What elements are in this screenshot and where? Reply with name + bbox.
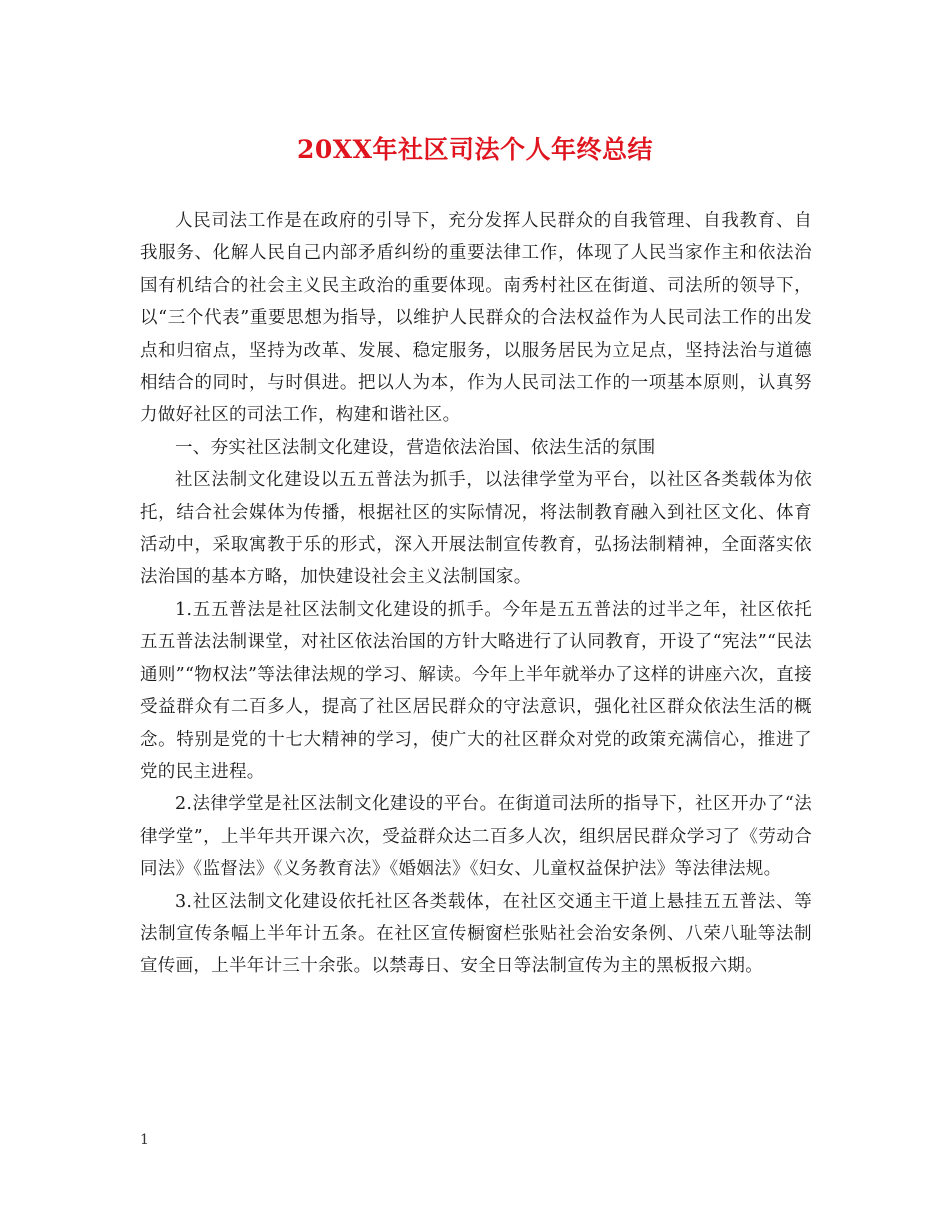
document-title: 20XX年社区司法个人年终总结 bbox=[296, 135, 654, 164]
section-heading-1: 一、夯实社区法制文化建设，营造依法治国、依法生活的氛围 bbox=[175, 437, 656, 458]
page-number: 1 bbox=[140, 1132, 149, 1148]
paragraph-section-1: 社区法制文化建设以五五普法为抓手，以法律学堂为平台，以社区各类载体为依托，结合社会媒体为传播，根据社区的实际情况，将法制教育融入到社区文化、体育活动中，采取寓教于乐的形式，深入开展法制宣传教育，弘扬法制精神，全面落实依法治国的基本方略，加快建设社会主义法制国家。 bbox=[140, 470, 812, 588]
paragraph-item-2: 2.法律学堂是社区法制文化建设的平台。在街道司法所的指导下，社区开办了“法律学堂”，上半年共开课六次，受益群众达二百多人次，组织居民群众学习了《劳动合同法》《监督法》《义务教育法》《婚姻法》《妇女、儿童权益保护法》等法律法规。 bbox=[140, 794, 812, 880]
paragraph-intro: 人民司法工作是在政府的引导下，充分发挥人民群众的自我管理、自我教育、自我服务、化解人民自己内部矛盾纠纷的重要法律工作，体现了人民当家作主和依法治国有机结合的社会主义民主政治的重要体现。南秀村社区在街道、司法所的领导下，以“三个代表”重要思想为指导，以维护人民群众的合法权益作为人民司法工作的出发点和归宿点，坚持为改革、发展、稳定服务，以服务居民为立足点，坚持法治与道德相结合的同时，与时俱进。把以人为本，作为人民司法工作的一项基本原则，认真努力做好社区的司法工作，构建和谐社区。 bbox=[140, 211, 812, 426]
paragraph-item-3: 3.社区法制文化建设依托社区各类载体，在社区交通主干道上悬挂五五普法、等法制宣传条幅上半年计五条。在社区宣传橱窗栏张贴社会治安条例、八荣八耻等法制宣传画，上半年计三十余张。以禁毒日、安全日等法制宣传为主的黑板报六期。 bbox=[140, 891, 812, 977]
document-body bbox=[140, 205, 812, 983]
paragraph-item-1: 1.五五普法是社区法制文化建设的抓手。今年是五五普法的过半之年，社区依托五五普法法制课堂，对社区依法治国的方针大略进行了认同教育，开设了“宪法”“民法通则”“物权法”等法律法规的学习、解读。今年上半年就举办了这样的讲座六次，直接受益群众有二百多人，提高了社区居民群众的守法意识，强化社区群众依法生活的概念。特别是党的十七大精神的学习，使广大的社区群众对党的政策充满信心，推进了党的民主进程。 bbox=[140, 599, 812, 782]
